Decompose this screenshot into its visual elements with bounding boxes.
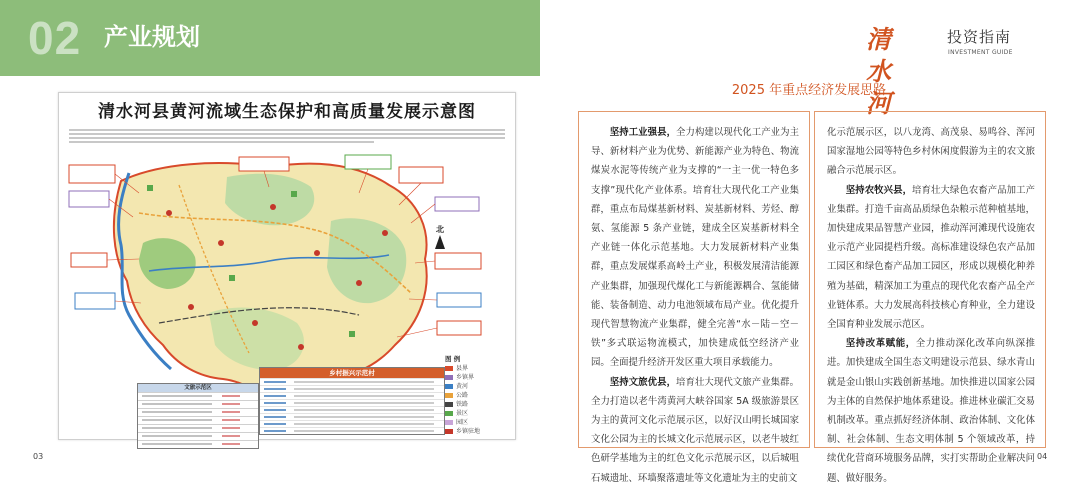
development-map: [58, 92, 516, 440]
demo-zone-table: [137, 383, 259, 449]
legend-swatch: [445, 384, 453, 389]
paragraph: [591, 123, 799, 373]
chapter-header-band: [0, 0, 540, 76]
table-row: [260, 420, 444, 427]
paragraph-lead: 坚持改革赋能，: [845, 338, 916, 350]
map-legend: [445, 355, 505, 436]
north-arrow-icon: [435, 235, 445, 249]
legend-swatch: [445, 393, 453, 398]
paragraph-lead: 坚持文旅优县，: [609, 376, 677, 388]
table-row: [260, 392, 444, 399]
table-row: [138, 392, 258, 400]
legend-swatch: [445, 366, 453, 371]
table-row: [138, 424, 258, 432]
logo-title-en: INVESTMENT GUIDE: [948, 49, 1013, 56]
paragraph-text: 培育壮大现代文旅产业集群。全力打造以老牛湾黄河大峡谷国家 5A 级旅游景区为主的黄河文化示范展示区，以好汉山明长城国家文化公园为主的长城文化示范展示区，以老牛坡红色研学基地为主的红色文化示范展示区，以后城咀石城遗址、环墙聚落遗址等文化遗址为主的史前文: [591, 376, 799, 484]
paragraph-lead: 坚持农牧兴县，: [845, 184, 913, 196]
section-title: 2025 年重点经济发展思路: [731, 83, 887, 98]
page-number-left: 03: [33, 452, 44, 461]
chapter-number: 02: [28, 12, 82, 64]
paragraph: [827, 123, 1035, 181]
legend-title: 图 例: [445, 355, 461, 363]
legend-swatch: [445, 375, 453, 380]
legend-item: 铁路: [445, 400, 505, 409]
north-arrow: [435, 225, 445, 249]
page-number-right: 04: [1037, 452, 1048, 461]
legend-item: 黄河: [445, 382, 505, 391]
table-row: [138, 400, 258, 408]
legend-swatch: [445, 411, 453, 416]
table-row: [260, 406, 444, 413]
legend-swatch: [445, 420, 453, 425]
legend-item: 公路: [445, 391, 505, 400]
legend-item: 景区: [445, 409, 505, 418]
paragraph-text: 化示范展示区，以八龙湾、高茂泉、易鸣谷、浑河国家湿地公园等特色乡村休闲度假游为主的农文旅融合示范展示区。: [827, 127, 1035, 177]
legend-item: 县界: [445, 364, 505, 373]
legend-item: 乡镇驻地: [445, 427, 505, 436]
north-label: 北: [436, 225, 444, 234]
table-row: [260, 413, 444, 420]
legend-swatch: [445, 429, 453, 434]
paragraph-lead: 坚持工业强县，: [609, 127, 677, 138]
chapter-title: 产业规划: [104, 23, 200, 51]
paragraph: [591, 373, 799, 488]
article-column-left: [578, 111, 810, 484]
paragraph: [827, 334, 1035, 488]
table-row: [260, 385, 444, 392]
logo-title-cn: 投资指南: [947, 28, 1012, 46]
paragraph-text: 全力构建以现代化工产业为主导、新材料产业为优势、新能源产业为特色、物流煤炭水泥等传统产业为支撑的“一主一优一特色多支撑”现代化产业体系。培育壮大现代化工产业集群，重点布局煤基新材料、炭基新材料、芳烃、醇氨、氢能源 5 条产业链，建成全区炭基新材料全产业链一体化示范基地。大力发展新材料产业集群，重点发展煤系高岭土产业，积极发展清洁能源产业集群，加强现代煤化工与新能源耦合、氢能储能、装备制造、动力电池领域布局产业。优化提升现代智慧物流产业集群，健全完善“水－陆－空－铁”多式联运物流模式，加快建成低空经济产业园。全面提升经济开发区重大项目承载能力。: [591, 127, 799, 369]
logo-mark: 清水河: [866, 25, 891, 118]
legend-swatch: [445, 402, 453, 407]
paragraph: [827, 181, 1035, 335]
table-row: [138, 416, 258, 424]
paragraph-text: 全力推动深化改革向纵深推进。加快建成全国生态文明建设示范县、绿水青山就是金山银山实践创新基地。加快推进以国家公园为主体的自然保护地体系建设。推进林业碳汇交易机制改革。重点抓好经济体制、政治体制、文化体制、社会体制、生态文明体制 5 个领域改革，持续优化营商环境服务品牌，实打实帮助企业解决问题、做好服务。: [827, 338, 1035, 484]
table-row: [260, 399, 444, 406]
table-row: [260, 427, 444, 434]
demo-zone-table-title: 文旅示范区: [138, 384, 258, 392]
village-table-title: 乡村振兴示范村: [260, 368, 444, 378]
village-table: [259, 367, 445, 435]
table-row: [138, 440, 258, 448]
legend-item: 园区: [445, 418, 505, 427]
legend-item: 乡镇界: [445, 373, 505, 382]
map-title: 清水河县黄河流域生态保护和高质量发展示意图: [98, 102, 476, 122]
table-row: [260, 378, 444, 385]
table-row: [138, 432, 258, 440]
paragraph-text: 培育壮大绿色农畜产品加工产业集群。打造千亩高品质绿色杂粮示范种植基地，加快建成果品智慧产业园，推动浑河滩现代设施农业示范产业园提档升级。高标准建设绿色农产品加工园区和绿色畜产品加工园区，形成以规模化种养殖为基础，精深加工为重点的现代化农畜产品全产业链体系。大力发展高科技核心育种业，全力建设全国育种业发展示范区。: [827, 184, 1035, 331]
table-row: [138, 408, 258, 416]
